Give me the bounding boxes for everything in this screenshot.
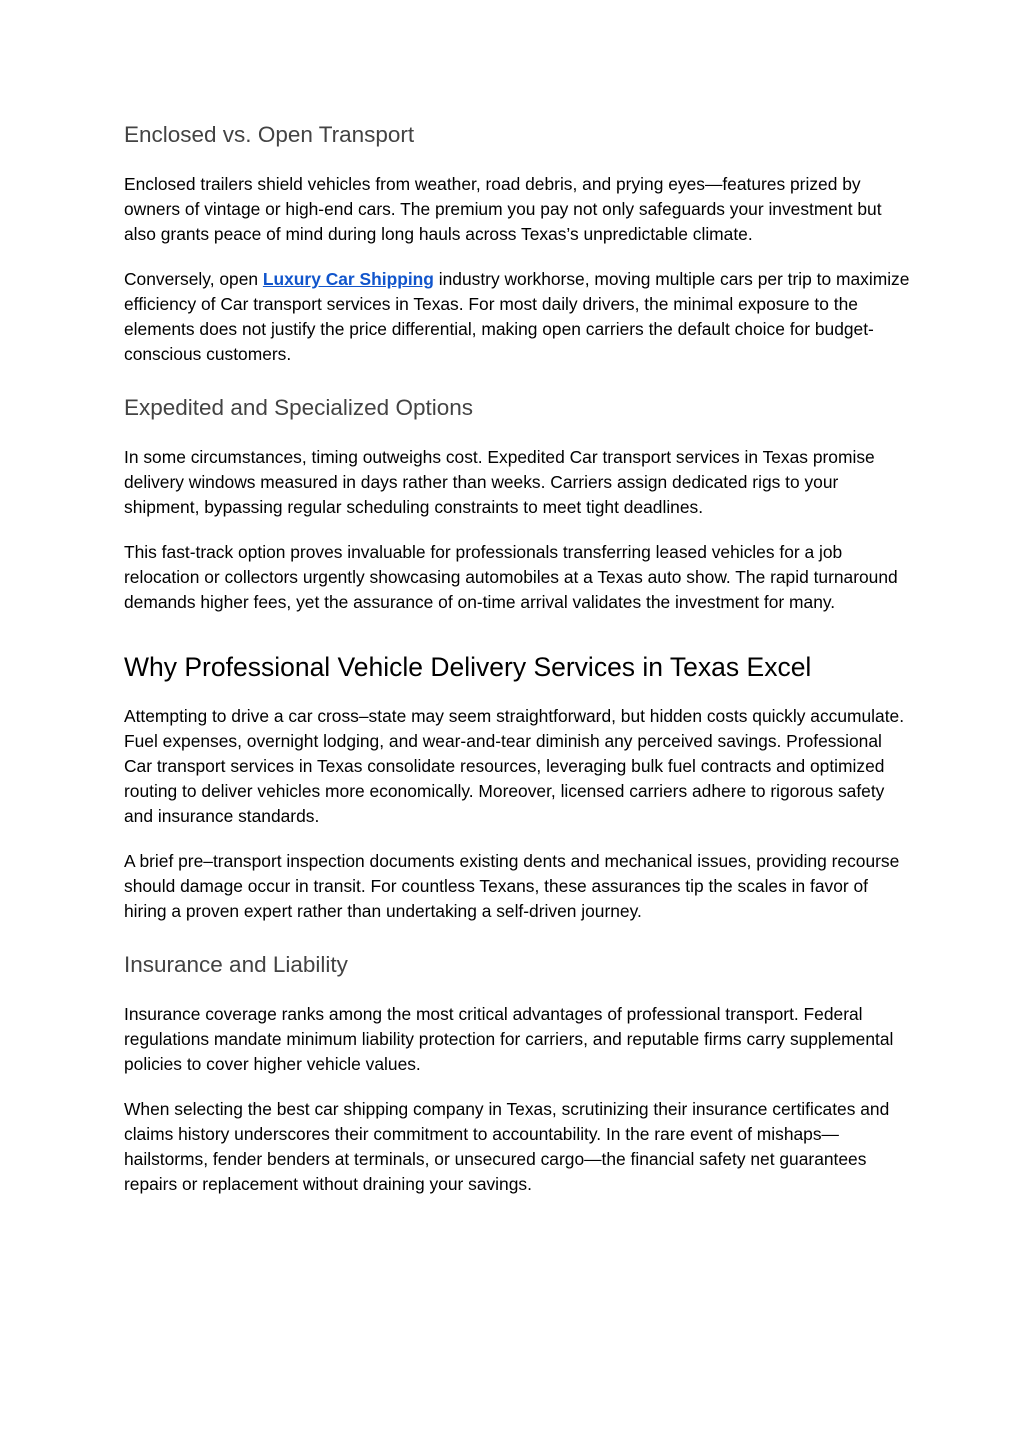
paragraph-why-2: A brief pre–transport inspection documents existing dents and mechanical issues, providing recourse should damage occur in transit. For countless Texans, these assurances tip the scales in favor of hiring a proven expert rather than undertaking a self-driven journey. [124, 851, 900, 921]
paragraph-text: Conversely, open [124, 269, 263, 289]
paragraph-insurance-1: Insurance coverage ranks among the most critical advantages of professional transport. Federal regulations mandate minimum liability protection for carriers, and reputable firms carry supplemental policies to cover higher vehicle values. [124, 1004, 894, 1074]
paragraph-why-1: Attempting to drive a car cross–state may seem straightforward, but hidden costs quickly accumulate. Fuel expenses, overnight lodging, and wear-and-tear diminish any perceived savings. Professional Car transport services in Texas consolidate resources, leveraging bulk fuel contracts and optimized routing to deliver vehicles more economically. Moreover, licensed carriers adhere to rigorous safety and insurance standards. [124, 706, 905, 826]
section-heading-insurance: Insurance and Liability [124, 952, 348, 977]
paragraph-expedited-1: In some circumstances, timing outweighs cost. Expedited Car transport services in Texas promise delivery windows measured in days rather than weeks. Carriers assign dedicated rigs to your shipment, bypassing regular scheduling constraints to meet tight deadlines. [124, 447, 875, 517]
paragraph-enclosed-1: Enclosed trailers shield vehicles from weather, road debris, and prying eyes—features prized by owners of vintage or high-end cars. The premium you pay not only safeguards your investment but also grants peace of mind during long hauls across Texas’s unpredictable climate. [124, 174, 882, 244]
section-heading-enclosed: Enclosed vs. Open Transport [124, 122, 415, 147]
paragraph-text: industry workhorse, moving multiple cars per trip to maximize efficiency of Car transport services in Texas. For most daily drivers, the minimal exposure to the elements does not justify the price differential, making open carriers the default choice for budget-conscious customers. [124, 269, 910, 364]
paragraph-insurance-2: When selecting the best car shipping company in Texas, scrutinizing their insurance certificates and claims history underscores their commitment to accountability. In the rare event of mishaps—hailstorms, fender benders at terminals, or unsecured cargo—the financial safety net guarantees repairs or replacement without draining your savings. [124, 1099, 890, 1194]
section-heading-why-professional: Why Professional Vehicle Delivery Services in Texas Excel [124, 652, 812, 682]
section-heading-expedited: Expedited and Specialized Options [124, 395, 473, 420]
document-page [124, 118, 914, 1197]
luxury-car-shipping-link[interactable]: Luxury Car Shipping [262, 269, 434, 289]
paragraph-enclosed-2 [124, 267, 914, 367]
paragraph-expedited-2: This fast-track option proves invaluable for professionals transferring leased vehicles for a job relocation or collectors urgently showcasing automobiles at a Texas auto show. The rapid turnaround demands higher fees, yet the assurance of on-time arrival validates the investment for many. [124, 542, 898, 612]
